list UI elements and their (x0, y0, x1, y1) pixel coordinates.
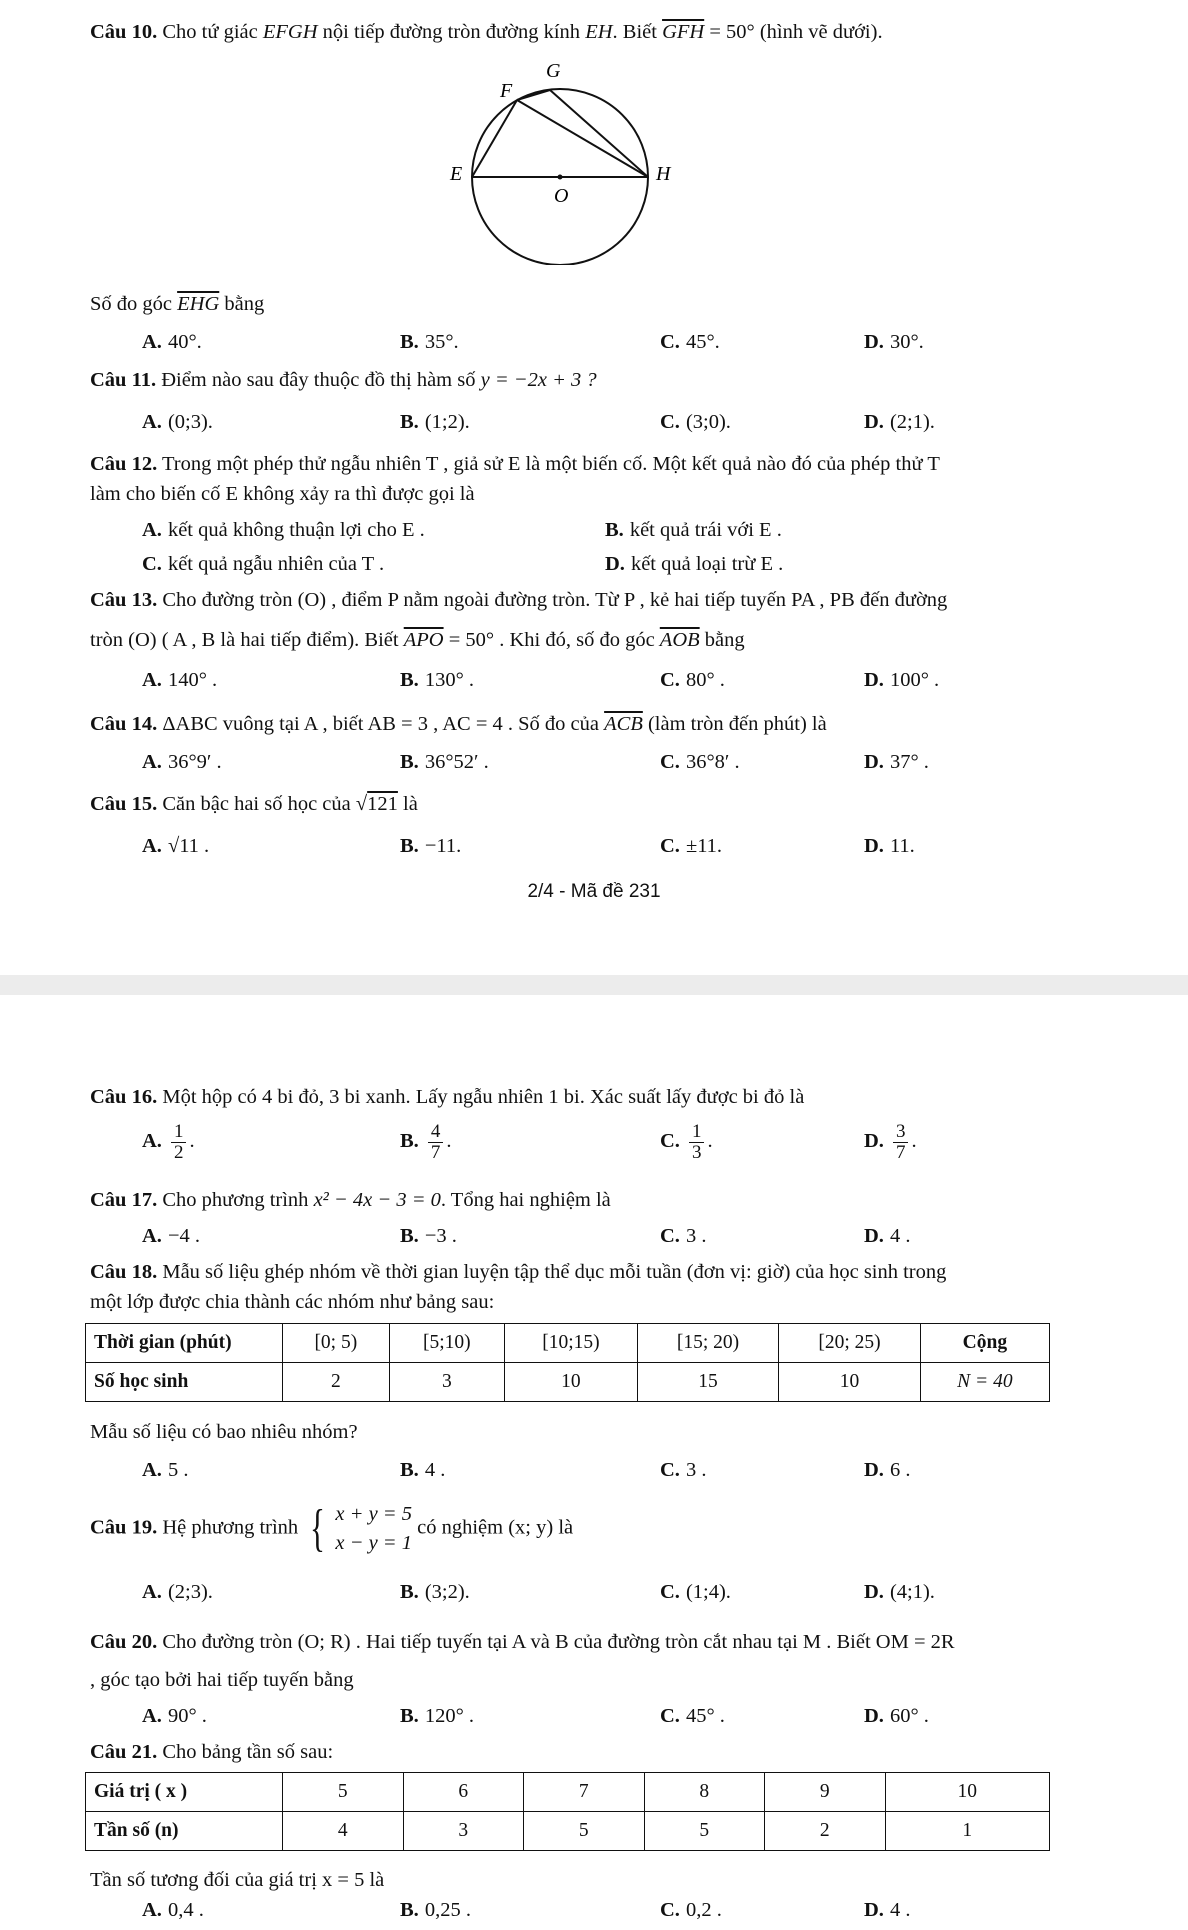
option-c[interactable]: C. 0,2 . (660, 1899, 722, 1921)
option-d[interactable]: D. (4;1). (864, 1581, 935, 1603)
question-13-stem: Câu 13. Cho đường tròn (O) , điểm P nằm ngoài đường tròn. Từ P , kẻ hai tiếp tuyến PA , PB đến đường (90, 589, 948, 611)
label-g: G (546, 60, 561, 82)
question-15-options (0, 834, 1188, 864)
question-14-stem: Câu 14. ΔABC vuông tại A , biết AB = 3 , AC = 4 . Số đo của $\overline{ACB}$ (làm tròn đến phút) là (90, 713, 827, 735)
option-a[interactable]: A. 140° . (142, 669, 218, 691)
option-c[interactable]: C. ±11. (660, 835, 723, 857)
option-d[interactable]: D. 4 . (864, 1899, 911, 1921)
option-c[interactable]: C. 36°8′ . (660, 751, 740, 773)
grouped-data-table (85, 1323, 1050, 1402)
question-10-options (0, 330, 1188, 360)
angle-acb: $\overline{ACB}$ (604, 713, 643, 735)
option-b[interactable]: B. (1;2). (400, 411, 470, 433)
option-b[interactable]: B. 35°. (400, 331, 459, 353)
option-b[interactable]: B. (3;2). (400, 1581, 470, 1603)
question-12-options-row2 (0, 552, 1188, 582)
option-d[interactable]: D. 11. (864, 835, 915, 857)
question-10-stem: Câu 10. Cho tứ giác EFGH nội tiếp đường tròn đường kính EH. Biết $\overline{GFH} = 50^\circ$ (hình vẽ dưới). (90, 21, 883, 43)
question-14-options (0, 750, 1188, 780)
option-b[interactable]: B. 0,25 . (400, 1899, 471, 1921)
option-a[interactable]: A. 0,4 . (142, 1899, 204, 1921)
option-c[interactable]: C. 80° . (660, 669, 725, 691)
segment-fh (517, 100, 648, 177)
option-a[interactable]: A. $\frac{1}{2}$ . (142, 1121, 195, 1163)
option-c[interactable]: C. kết quả ngẫu nhiên của T . (142, 553, 385, 575)
sqrt-symbol: √ (355, 793, 368, 815)
option-a[interactable]: A. 40°. (142, 331, 202, 353)
option-b[interactable]: B. 36°52′ . (400, 751, 489, 773)
option-d[interactable]: D. (2;1). (864, 411, 935, 433)
exam-sheet-page-3 (0, 1000, 1188, 1930)
question-11-stem: Câu 11. Điểm nào sau đây thuộc đồ thị hàm số y = −2x + 3 ? (90, 369, 597, 391)
question-12-stem: Câu 12. Trong một phép thử ngẫu nhiên T , giả sử E là một biến cố. Một kết quả nào đó của phép thử T (90, 453, 940, 475)
label-f: F (500, 80, 513, 102)
option-a[interactable]: A. (2;3). (142, 1581, 213, 1603)
question-17-stem: Câu 17. Cho phương trình x² − 4x − 3 = 0. Tổng hai nghiệm là (90, 1189, 611, 1211)
table-row: Giá trị ( x ) 5 6 7 8 9 10 (86, 1773, 1050, 1812)
angle-gfh: $\overline{GFH}$ (662, 21, 705, 43)
frequency-table (85, 1772, 1050, 1851)
question-16-options (0, 1122, 1188, 1172)
page-footer: 2/4 - Mã đề 231 (527, 881, 661, 902)
question-10-ask: Số đo góc $\overline{EHG}$ bằng (90, 293, 265, 315)
question-13-stem-line2: tròn (O) ( A , B là hai tiếp điểm). Biết $\overline{APO} = 50^\circ$ . Khi đó, số đo góc $\overline{AOB}$ bằng (90, 629, 745, 651)
option-b[interactable]: B. −11. (400, 835, 462, 857)
table-row: Thời gian (phút) [0; 5) [5;10) [10;15) [15; 20) [20; 25) Cộng (86, 1324, 1050, 1363)
question-11-options (0, 410, 1188, 440)
option-c[interactable]: C. (1;4). (660, 1581, 731, 1603)
angle-aob: $\overline{AOB}$ (659, 629, 700, 651)
option-d[interactable]: D. $\frac{3}{7}$ . (864, 1121, 917, 1163)
option-a[interactable]: A. 90° . (142, 1705, 207, 1727)
option-d[interactable]: D. 6 . (864, 1459, 911, 1481)
option-b[interactable]: B. kết quả trái với E . (605, 519, 782, 541)
label-o: O (554, 185, 569, 207)
option-c[interactable]: C. (3;0). (660, 411, 731, 433)
system-brace: { (310, 1499, 326, 1557)
question-21-options (0, 1898, 1188, 1928)
option-a[interactable]: A. −4 . (142, 1225, 200, 1247)
segment-ef (472, 100, 517, 177)
angle-ehg: $\overline{EHG}$ (177, 293, 220, 315)
angle-apo: $\overline{APO}$ (403, 629, 444, 651)
question-18-options (0, 1458, 1188, 1488)
question-21-stem: Câu 21. Cho bảng tần số sau: (90, 1741, 334, 1763)
table-row: Số học sinh 2 3 10 15 10 N = 40 (86, 1363, 1050, 1402)
page-separator (0, 975, 1188, 995)
label-h: H (656, 163, 671, 185)
question-20-options (0, 1704, 1188, 1734)
option-b[interactable]: B. 130° . (400, 669, 475, 691)
option-c[interactable]: C. 45° . (660, 1705, 725, 1727)
option-b[interactable]: B. 4 . (400, 1459, 446, 1481)
segment-fg (517, 90, 550, 100)
table-row: Tần số (n) 4 3 5 5 2 1 (86, 1812, 1050, 1851)
question-12-stem-line2: làm cho biến cố E không xảy ra thì được gọi là (90, 483, 475, 505)
question-label: Câu 10. (90, 21, 158, 43)
question-18-stem-line2: một lớp được chia thành các nhóm như bảng sau: (90, 1291, 495, 1313)
option-d[interactable]: D. 60° . (864, 1705, 929, 1727)
option-c[interactable]: C. 45°. (660, 331, 720, 353)
option-c[interactable]: C. 3 . (660, 1459, 707, 1481)
option-b[interactable]: B. $\frac{4}{7}$ . (400, 1121, 452, 1163)
question-18-stem: Câu 18. Mẫu số liệu ghép nhóm về thời gian luyện tập thể dục mỗi tuần (đơn vị: giờ) của học sinh trong (90, 1261, 947, 1283)
label-e: E (450, 163, 463, 185)
option-a[interactable]: A. kết quả không thuận lợi cho E . (142, 519, 425, 541)
option-d[interactable]: D. 37° . (864, 751, 929, 773)
equation-system: x + y = 5 x − y = 1 (335, 1503, 413, 1554)
segment-gh (550, 90, 648, 177)
center-point (558, 175, 563, 180)
question-12-options-row1 (0, 518, 1188, 548)
option-a[interactable]: A. 36°9′ . (142, 751, 222, 773)
option-c[interactable]: C. $\frac{1}{3}$ . (660, 1121, 713, 1163)
question-20-stem-line2: , góc tạo bởi hai tiếp tuyến bằng (90, 1669, 354, 1691)
option-c[interactable]: C. 3 . (660, 1225, 707, 1247)
option-b[interactable]: B. 120° . (400, 1705, 475, 1727)
option-d[interactable]: D. kết quả loại trừ E . (605, 553, 784, 575)
option-d[interactable]: D. 4 . (864, 1225, 911, 1247)
option-a[interactable]: A. (0;3). (142, 411, 213, 433)
question-20-stem: Câu 20. Cho đường tròn (O; R) . Hai tiếp tuyến tại A và B của đường tròn cắt nhau tại M . Biết OM = 2R (90, 1631, 955, 1653)
question-17-options (0, 1224, 1188, 1254)
question-16-stem: Câu 16. Một hộp có 4 bi đỏ, 3 bi xanh. Lấy ngẫu nhiên 1 bi. Xác suất lấy được bi đỏ là (90, 1086, 805, 1108)
question-19-stem: Câu 19. Hệ phương trình { x + y = 5 x − y = 1 có nghiệm (x; y) là (90, 1499, 574, 1557)
option-a[interactable]: A. √11 . (142, 835, 210, 857)
question-21-ask: Tần số tương đối của giá trị x = 5 là (90, 1869, 385, 1891)
option-b[interactable]: B. −3 . (400, 1225, 457, 1247)
question-18-ask: Mẫu số liệu có bao nhiêu nhóm? (90, 1421, 358, 1443)
question-15-stem: Câu 15. Căn bậc hai số học của √121 là (90, 793, 418, 815)
circle-diagram (420, 45, 700, 265)
question-19-options (0, 1580, 1188, 1610)
option-d[interactable]: D. 100° . (864, 669, 940, 691)
question-13-options (0, 668, 1188, 698)
option-a[interactable]: A. 5 . (142, 1459, 189, 1481)
option-d[interactable]: D. 30°. (864, 331, 924, 353)
